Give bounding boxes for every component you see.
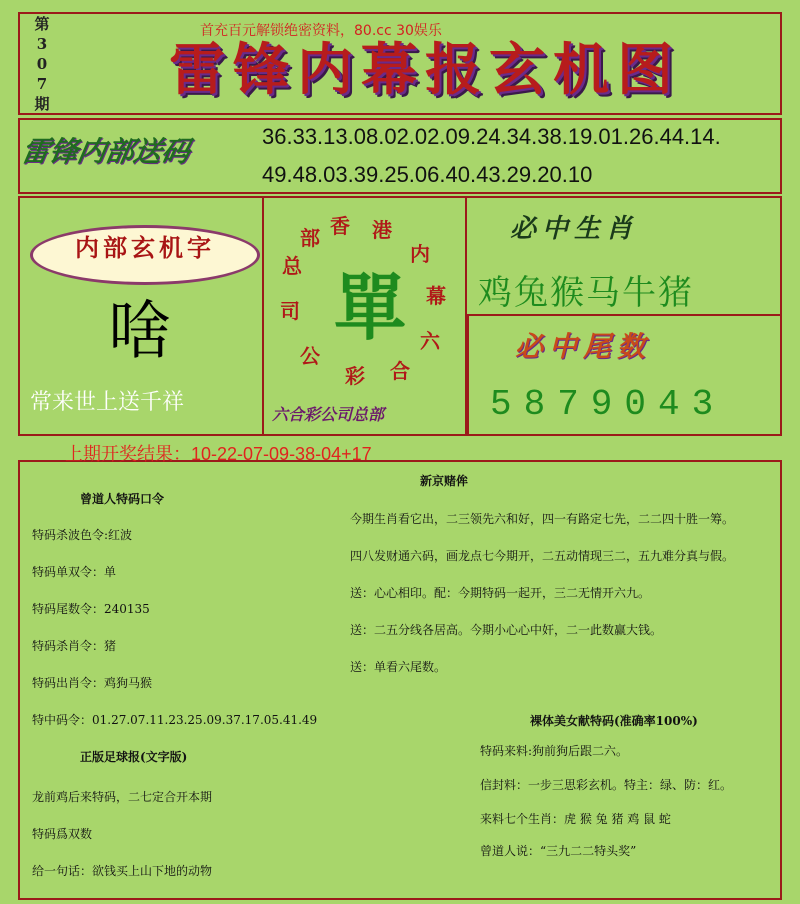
promo-banner[interactable]: 首充百元解锁绝密资料，80.cc 30娱乐 — [200, 23, 442, 39]
left-item: 特码杀波色令:红波 — [32, 528, 133, 542]
right-heading-2: 裸体美女献特码(准确率100%) — [530, 714, 698, 728]
left-item: 特码出肖令：鸡狗马猴 — [32, 676, 153, 690]
left-item: 特码爲双数 — [32, 827, 93, 841]
company-label: 六合彩公司总部 — [272, 405, 385, 424]
right-line: 今期生肖看它出，二三领先六和好，四一有路定七先，二二四十胜一筹。 — [350, 512, 735, 526]
tail-title: 必中尾数 — [515, 330, 652, 363]
issue-number: 第 3 0 7 期 — [34, 15, 50, 113]
word-label: 内部玄机字 — [30, 225, 260, 285]
numbers-line-1: 36.33.13.08.02.02.09.24.34.38.19.01.26.44.14. — [262, 124, 721, 149]
right-line: 四八发财通六码，画龙点七今期开，二五动情现三二，五九难分真与假。 — [350, 549, 735, 563]
ring-char: 司 — [280, 299, 300, 323]
ring-char: 六 — [420, 329, 440, 353]
left-item: 特中码令：01.27.07.11.23.25.09.37.17.05.41.49 — [32, 713, 318, 727]
left-item: 给一句话：欲钱买上山下地的动物 — [32, 864, 213, 878]
right-line: 曾道人说：“三九二二特头奖” — [480, 844, 637, 858]
ring-char: 总 — [282, 254, 302, 278]
tail-numbers: 5879043 — [490, 384, 726, 425]
ring-char: 彩 — [345, 364, 365, 388]
left-item: 特码杀肖令：猪 — [32, 639, 117, 653]
left-item: 龙前鸡后来特码，二七定合开本期 — [32, 790, 213, 804]
left-item: 特码尾数令：240135 — [32, 602, 150, 616]
ring-char: 港 — [372, 218, 392, 242]
page-title: 雷锋内幕报玄机图 — [169, 37, 681, 103]
zodiac-title: 必中生肖 — [510, 214, 639, 244]
left-item: 特码单双令：单 — [32, 565, 117, 579]
zodiac-list: 鸡兔猴马牛猪 — [478, 273, 694, 313]
right-line: 来料七个生肖：虎 猴 兔 猪 鸡 鼠 蛇 — [480, 812, 671, 826]
right-line: 特码来料:狗前狗后跟二六。 — [480, 744, 629, 758]
right-heading: 新京赌侔 — [420, 474, 469, 488]
numbers-line-2: 49.48.03.39.25.06.40.43.29.20.10 — [262, 162, 593, 187]
right-line: 信封料：一步三思彩玄机。特主：绿、防：红。 — [480, 778, 733, 792]
previous-result: 上期开奖结果：10-22-07-09-38-04+17 — [65, 444, 372, 464]
ring-char: 部 — [300, 226, 320, 250]
right-line: 送：单看六尾数。 — [350, 660, 447, 674]
right-line: 送：心心相印。配：今期特码一起开，三二无情开六九。 — [350, 586, 651, 600]
ring-char: 香 — [330, 214, 350, 238]
numbers-label: 雷锋内部送码 — [18, 135, 193, 168]
left-heading-2: 正版足球报(文字版) — [80, 750, 188, 764]
mystery-word: 啥 — [108, 295, 172, 369]
motto: 常来世上送千祥 — [30, 390, 185, 415]
center-char: 單 — [333, 265, 406, 350]
ring-char: 幕 — [426, 284, 446, 308]
ring-char: 内 — [410, 242, 430, 266]
right-line: 送：二五分线各居高。今期小心心中奸，二一此数赢大钱。 — [350, 623, 663, 637]
ring-char: 合 — [390, 359, 410, 383]
ring-char: 公 — [300, 344, 320, 368]
left-heading: 曾道人特码口令 — [80, 492, 165, 506]
